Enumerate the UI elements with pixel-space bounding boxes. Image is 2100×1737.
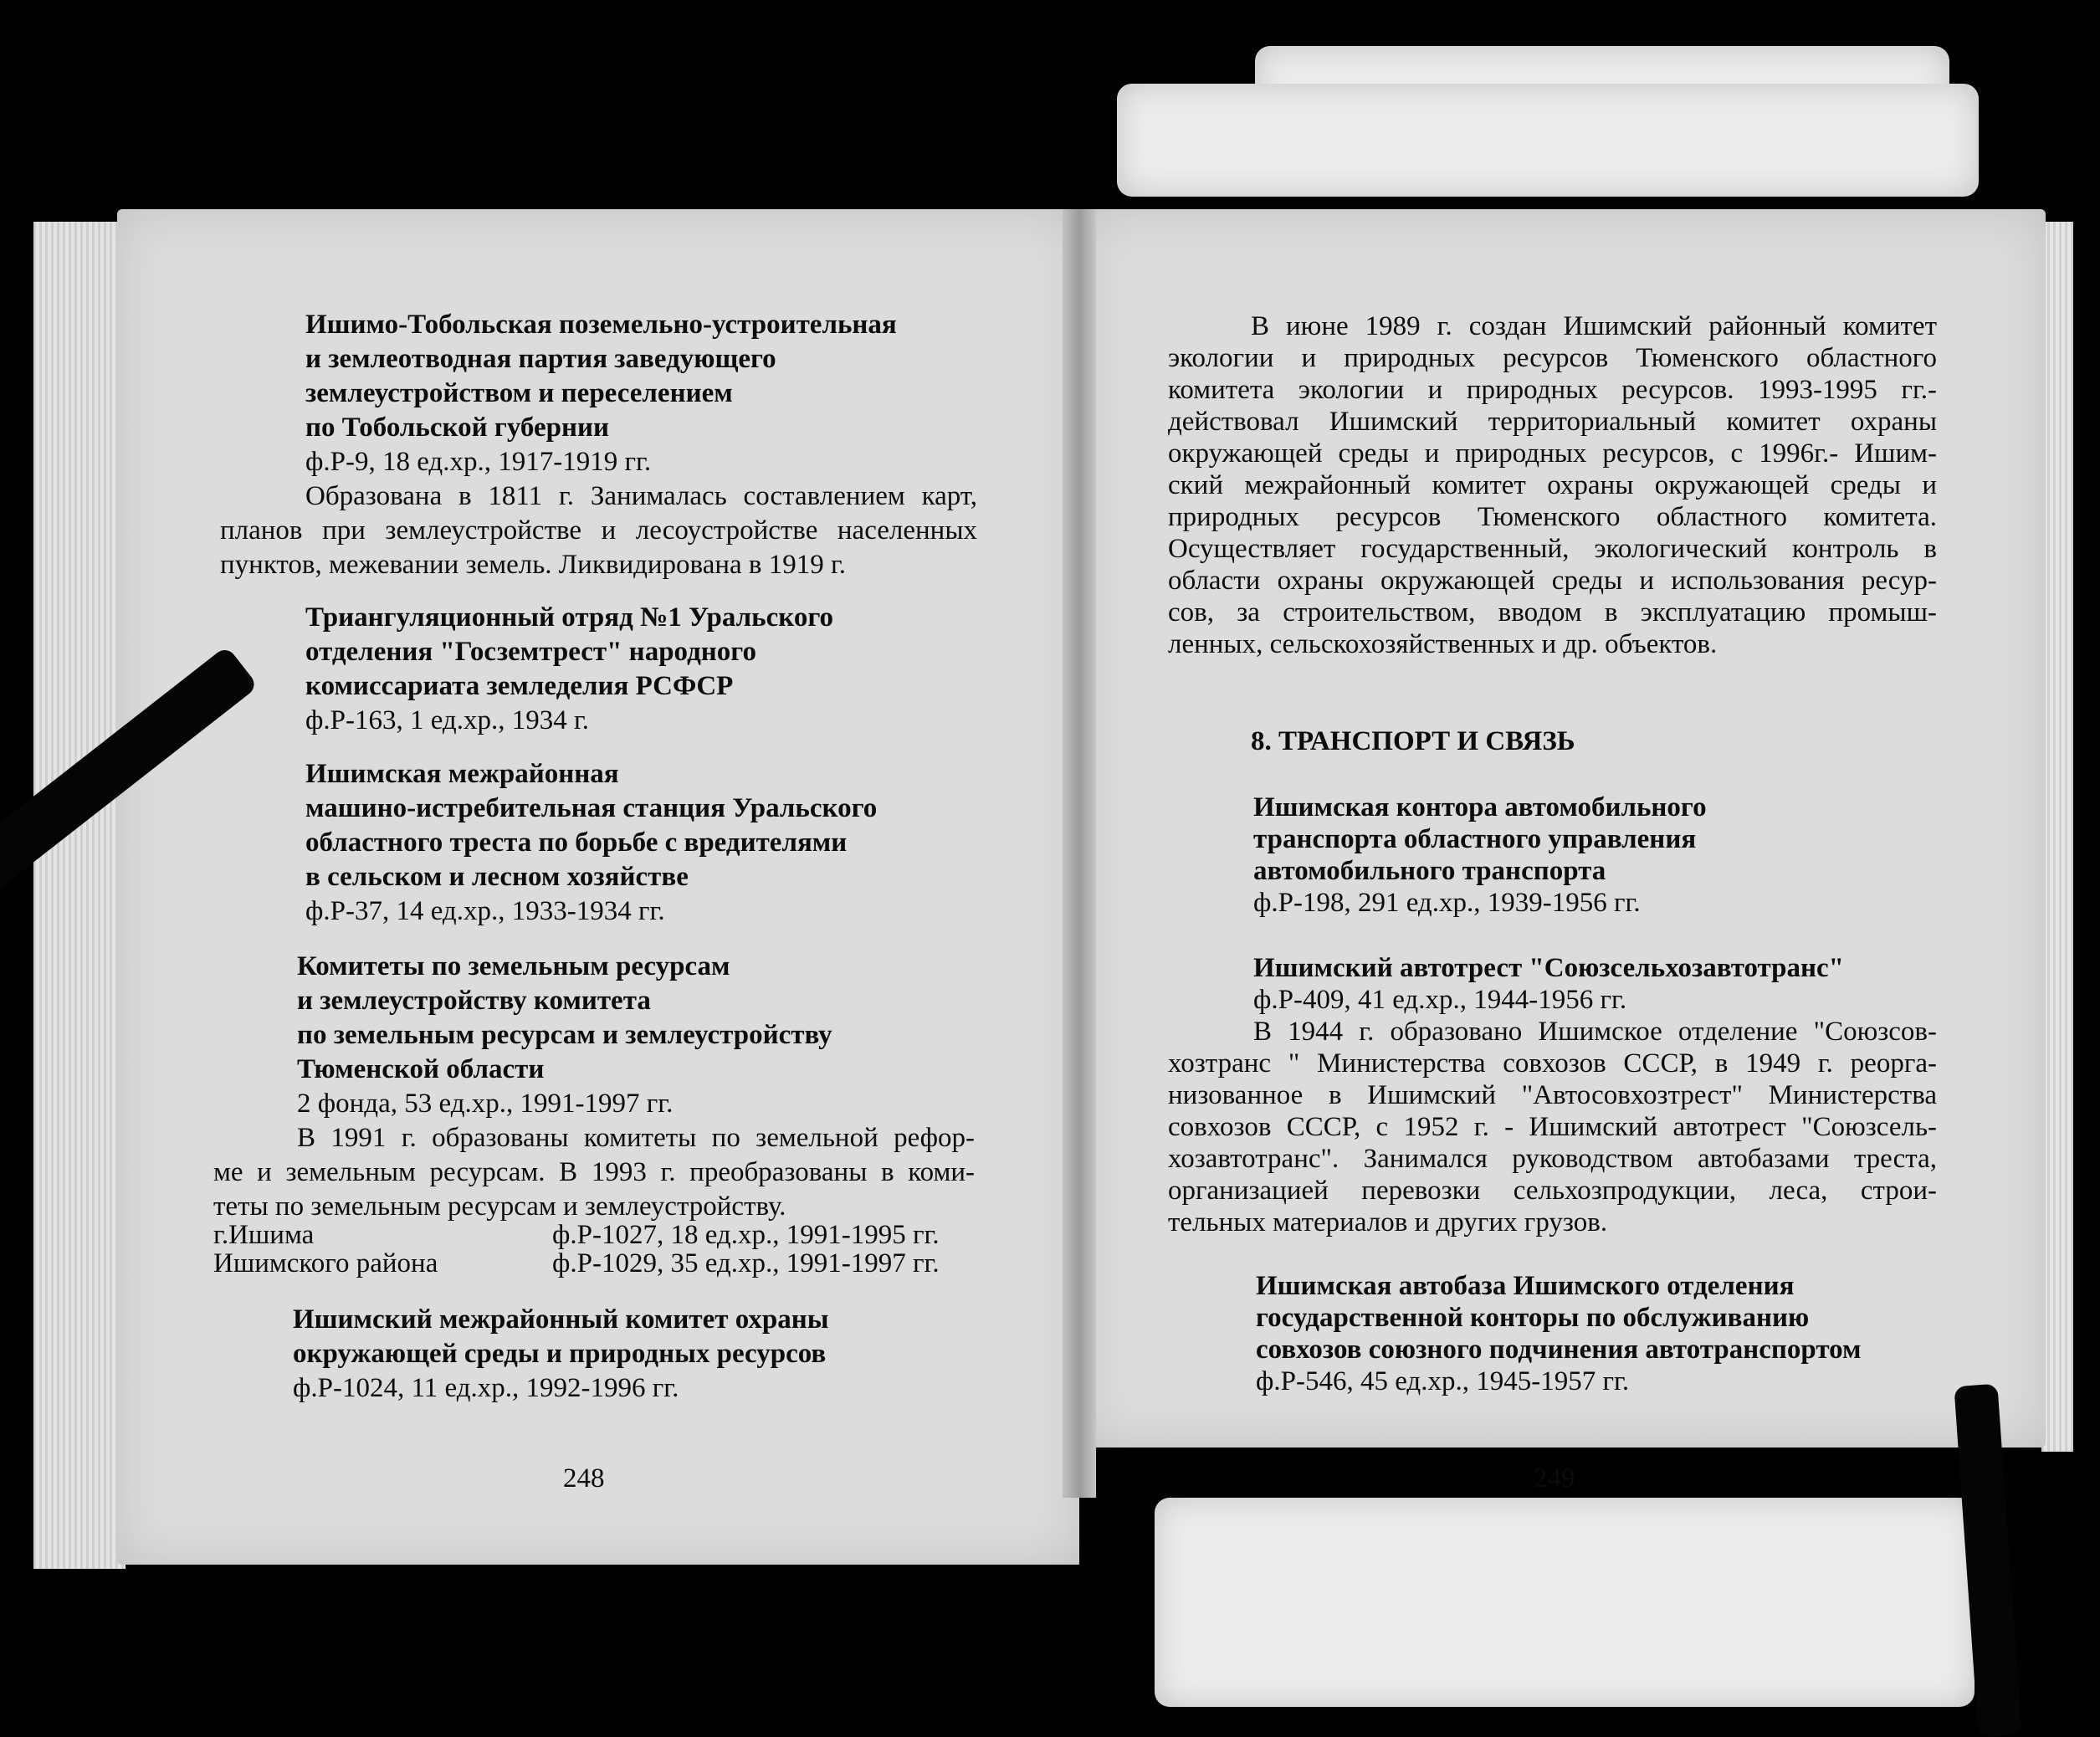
entry-5-title-line-2: окружающей среды и природных ресурсов — [293, 1339, 827, 1369]
entry-1-desc-line-2: планов при землеустройстве и лесоустройстве населенных — [220, 515, 977, 546]
page-number-right: 249 — [1534, 1463, 1575, 1494]
r-entry-2-title: Ишимский автотрест "Союзсельхозавтотранс" — [1253, 953, 1845, 983]
entry-1-title-line-1: Ишимо-Тобольская поземельно-устроительная — [305, 310, 897, 340]
entry-4-fund: 2 фонда, 53 ед.хр., 1991-1997 гг. — [297, 1089, 674, 1119]
entry-1-title-line-4: по Тобольской губернии — [305, 412, 610, 443]
entry-2-fund: ф.Р-163, 1 ед.хр., 1934 г. — [305, 705, 590, 735]
r-entry-1-title-line-2: транспорта областного управления — [1253, 824, 1697, 854]
r-entry-2-desc-line-6: организацией перевозки сельхозпродукции, леса, строи- — [1168, 1176, 1937, 1206]
entry-2-title-line-3: комиссариата земледелия РСФСР — [305, 671, 734, 701]
subfund-1-fund: ф.Р-1027, 18 ед.хр., 1991-1995 гг. — [552, 1220, 940, 1250]
r-entry-1-title-line-3: автомобильного транспорта — [1253, 856, 1606, 886]
entry-5-title-line-1: Ишимский межрайонный комитет охраны — [293, 1304, 829, 1335]
r-entry-2-desc-line-3: низованное в Ишимский "Автосовхозтрест" Министерства — [1168, 1080, 1937, 1110]
entry-1-desc-line-1: Образована в 1811 г. Занималась составлением карт, — [305, 481, 977, 511]
entry-4-title-line-1: Комитеты по земельным ресурсам — [297, 951, 730, 981]
intro-line-7: природных ресурсов Тюменского областного комитета. — [1168, 502, 1937, 532]
entry-4-desc-line-3: теты по земельным ресурсам и землеустройству. — [213, 1191, 786, 1222]
r-entry-2-desc-line-2: хозтранс " Министерства совхозов СССР, в 1949 г. реорга- — [1168, 1048, 1937, 1079]
entry-1-desc-line-3: пунктов, межевании земель. Ликвидирована в 1919 г. — [220, 550, 847, 580]
intro-line-4: действовал Ишимский территориальный комитет охраны — [1168, 407, 1937, 437]
r-entry-3-title-line-3: совхозов союзного подчинения автотранспортом — [1256, 1335, 1862, 1365]
entry-2-title-line-2: отделения "Госземтрест" народного — [305, 637, 756, 667]
entry-1-title-line-2: и землеотводная партия заведующего — [305, 344, 776, 374]
entry-4-desc-line-1: В 1991 г. образованы комитеты по земельной рефор- — [297, 1123, 975, 1153]
entry-5-fund: ф.Р-1024, 11 ед.хр., 1992-1996 гг. — [293, 1373, 679, 1403]
r-entry-3-title-line-1: Ишимская автобаза Ишимского отделения — [1256, 1271, 1795, 1301]
book-edge-left — [33, 222, 125, 1569]
entry-4-desc-line-2: ме и земельным ресурсам. В 1993 г. преобразованы в коми- — [213, 1157, 975, 1187]
entry-3-title-line-2: машино-истребительная станция Уральского — [305, 793, 878, 823]
entry-3-title-line-4: в сельском и лесном хозяйстве — [305, 862, 689, 892]
intro-line-5: окружающей среды и природных ресурсов, с 1996г.- Ишим- — [1168, 438, 1937, 469]
entry-1-fund: ф.Р-9, 18 ед.хр., 1917-1919 гг. — [305, 447, 652, 477]
r-entry-2-desc-line-4: совхозов СССР, с 1952 г. - Ишимский автотрест "Союзсель- — [1168, 1112, 1937, 1142]
intro-line-3: комитета экологии и природных ресурсов. 1993-1995 гг.- — [1168, 375, 1937, 405]
entry-3-title-line-3: областного треста по борьбе с вредителями — [305, 828, 848, 858]
intro-line-1: В июне 1989 г. создан Ишимский районный комитет — [1251, 311, 1937, 341]
page-number-left: 248 — [563, 1463, 605, 1494]
intro-line-9: области охраны окружающей среды и использования ресур- — [1168, 566, 1937, 596]
entry-3-title-line-1: Ишимская межрайонная — [305, 759, 619, 789]
r-entry-2-desc-line-1: В 1944 г. образовано Ишимское отделение "Союзсов- — [1253, 1017, 1937, 1047]
subfund-2-name: Ишимского района — [213, 1248, 438, 1278]
entry-3-fund: ф.Р-37, 14 ед.хр., 1933-1934 гг. — [305, 896, 665, 926]
intro-line-10: сов, за строительством, вводом в эксплуатацию промыш- — [1168, 597, 1937, 628]
foam-weight-bottom — [1155, 1498, 1975, 1707]
r-entry-2-fund: ф.Р-409, 41 ед.хр., 1944-1956 гг. — [1253, 985, 1627, 1015]
section-heading: 8. ТРАНСПОРТ И СВЯЗЬ — [1251, 726, 1575, 756]
entry-4-title-line-3: по земельным ресурсам и землеустройству — [297, 1020, 832, 1050]
r-entry-2-desc-line-7: тельных материалов и других грузов. — [1168, 1207, 1608, 1237]
book-edge-right — [2041, 222, 2073, 1452]
r-entry-3-fund: ф.Р-546, 45 ед.хр., 1945-1957 гг. — [1256, 1366, 1630, 1396]
entry-1-title-line-3: землеустройством и переселением — [305, 378, 733, 408]
r-entry-1-fund: ф.Р-198, 291 ед.хр., 1939-1956 гг. — [1253, 888, 1641, 918]
entry-4-title-line-4: Тюменской области — [297, 1054, 545, 1084]
foam-weight-top-lower — [1117, 84, 1979, 197]
r-entry-3-title-line-2: государственной конторы по обслуживанию — [1256, 1303, 1810, 1333]
r-entry-2-desc-line-5: хозавтотранс". Занимался руководством автобазами треста, — [1168, 1144, 1937, 1174]
subfund-2-fund: ф.Р-1029, 35 ед.хр., 1991-1997 гг. — [552, 1248, 940, 1278]
intro-line-6: ский межрайонный комитет охраны окружающей среды и — [1168, 470, 1937, 500]
book-gutter — [1063, 209, 1096, 1498]
entry-4-title-line-2: и землеустройству комитета — [297, 986, 651, 1016]
intro-line-8: Осуществляет государственный, экологический контроль в — [1168, 534, 1937, 564]
r-entry-1-title-line-1: Ишимская контора автомобильного — [1253, 792, 1707, 822]
subfund-1-name: г.Ишима — [213, 1220, 315, 1250]
intro-line-2: экологии и природных ресурсов Тюменского областного — [1168, 343, 1937, 373]
intro-line-11: ленных, сельскохозяйственных и др. объектов. — [1168, 629, 1718, 659]
entry-2-title-line-1: Триангуляционный отряд №1 Уральского — [305, 602, 833, 633]
